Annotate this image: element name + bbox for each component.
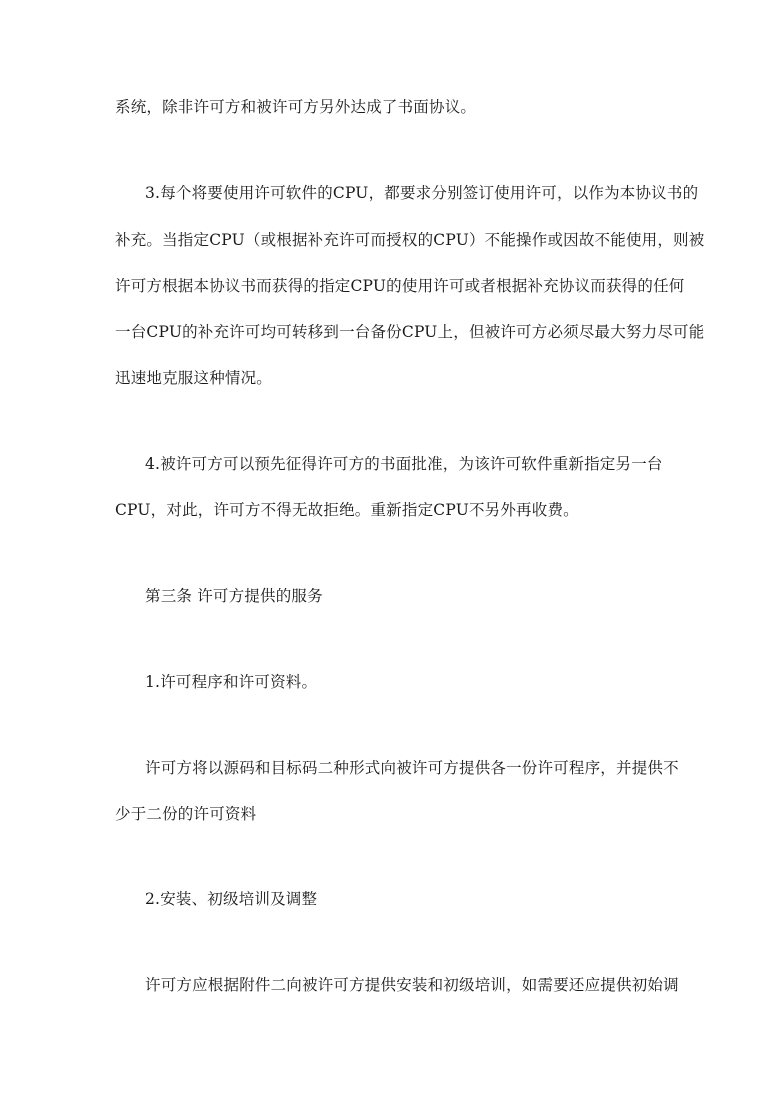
paragraph-line: 3.每个将要使用许可软件的CPU，都要求分别签订使用许可，以作为本协议书的 [145, 184, 699, 202]
paragraph-line: 一台CPU的补充许可均可转移到一台备份CPU上，但被许可方必须尽最大努力尽可能 [115, 323, 705, 341]
paragraph-line: 少于二份的许可资料 [115, 805, 257, 823]
paragraph-line: 补充。当指定CPU（或根据补充许可而授权的CPU）不能操作或因故不能使用，则被 [115, 231, 705, 249]
paragraph-line: 许可方应根据附件二向被许可方提供安装和初级培训，如需要还应提供初始调 [145, 976, 679, 994]
paragraph-line: CPU，对此，许可方不得无故拒绝。重新指定CPU不另外再收费。 [115, 501, 579, 519]
subsection-heading: 1.许可程序和许可资料。 [145, 673, 318, 691]
paragraph-line: 系统，除非许可方和被许可方另外达成了书面协议。 [115, 98, 477, 116]
paragraph-line: 4.被许可方可以预先征得许可方的书面批准，为该许可软件重新指定另一台 [145, 455, 663, 473]
subsection-heading: 2.安装、初级培训及调整 [145, 890, 318, 908]
paragraph-line: 迅速地克服这种情况。 [115, 369, 273, 387]
paragraph-line: 许可方根据本协议书而获得的指定CPU的使用许可或者根据补充协议而获得的任何 [115, 277, 685, 295]
paragraph-line: 许可方将以源码和目标码二种形式向被许可方提供各一份许可程序，并提供不 [145, 759, 679, 777]
section-heading: 第三条 许可方提供的服务 [145, 587, 323, 605]
